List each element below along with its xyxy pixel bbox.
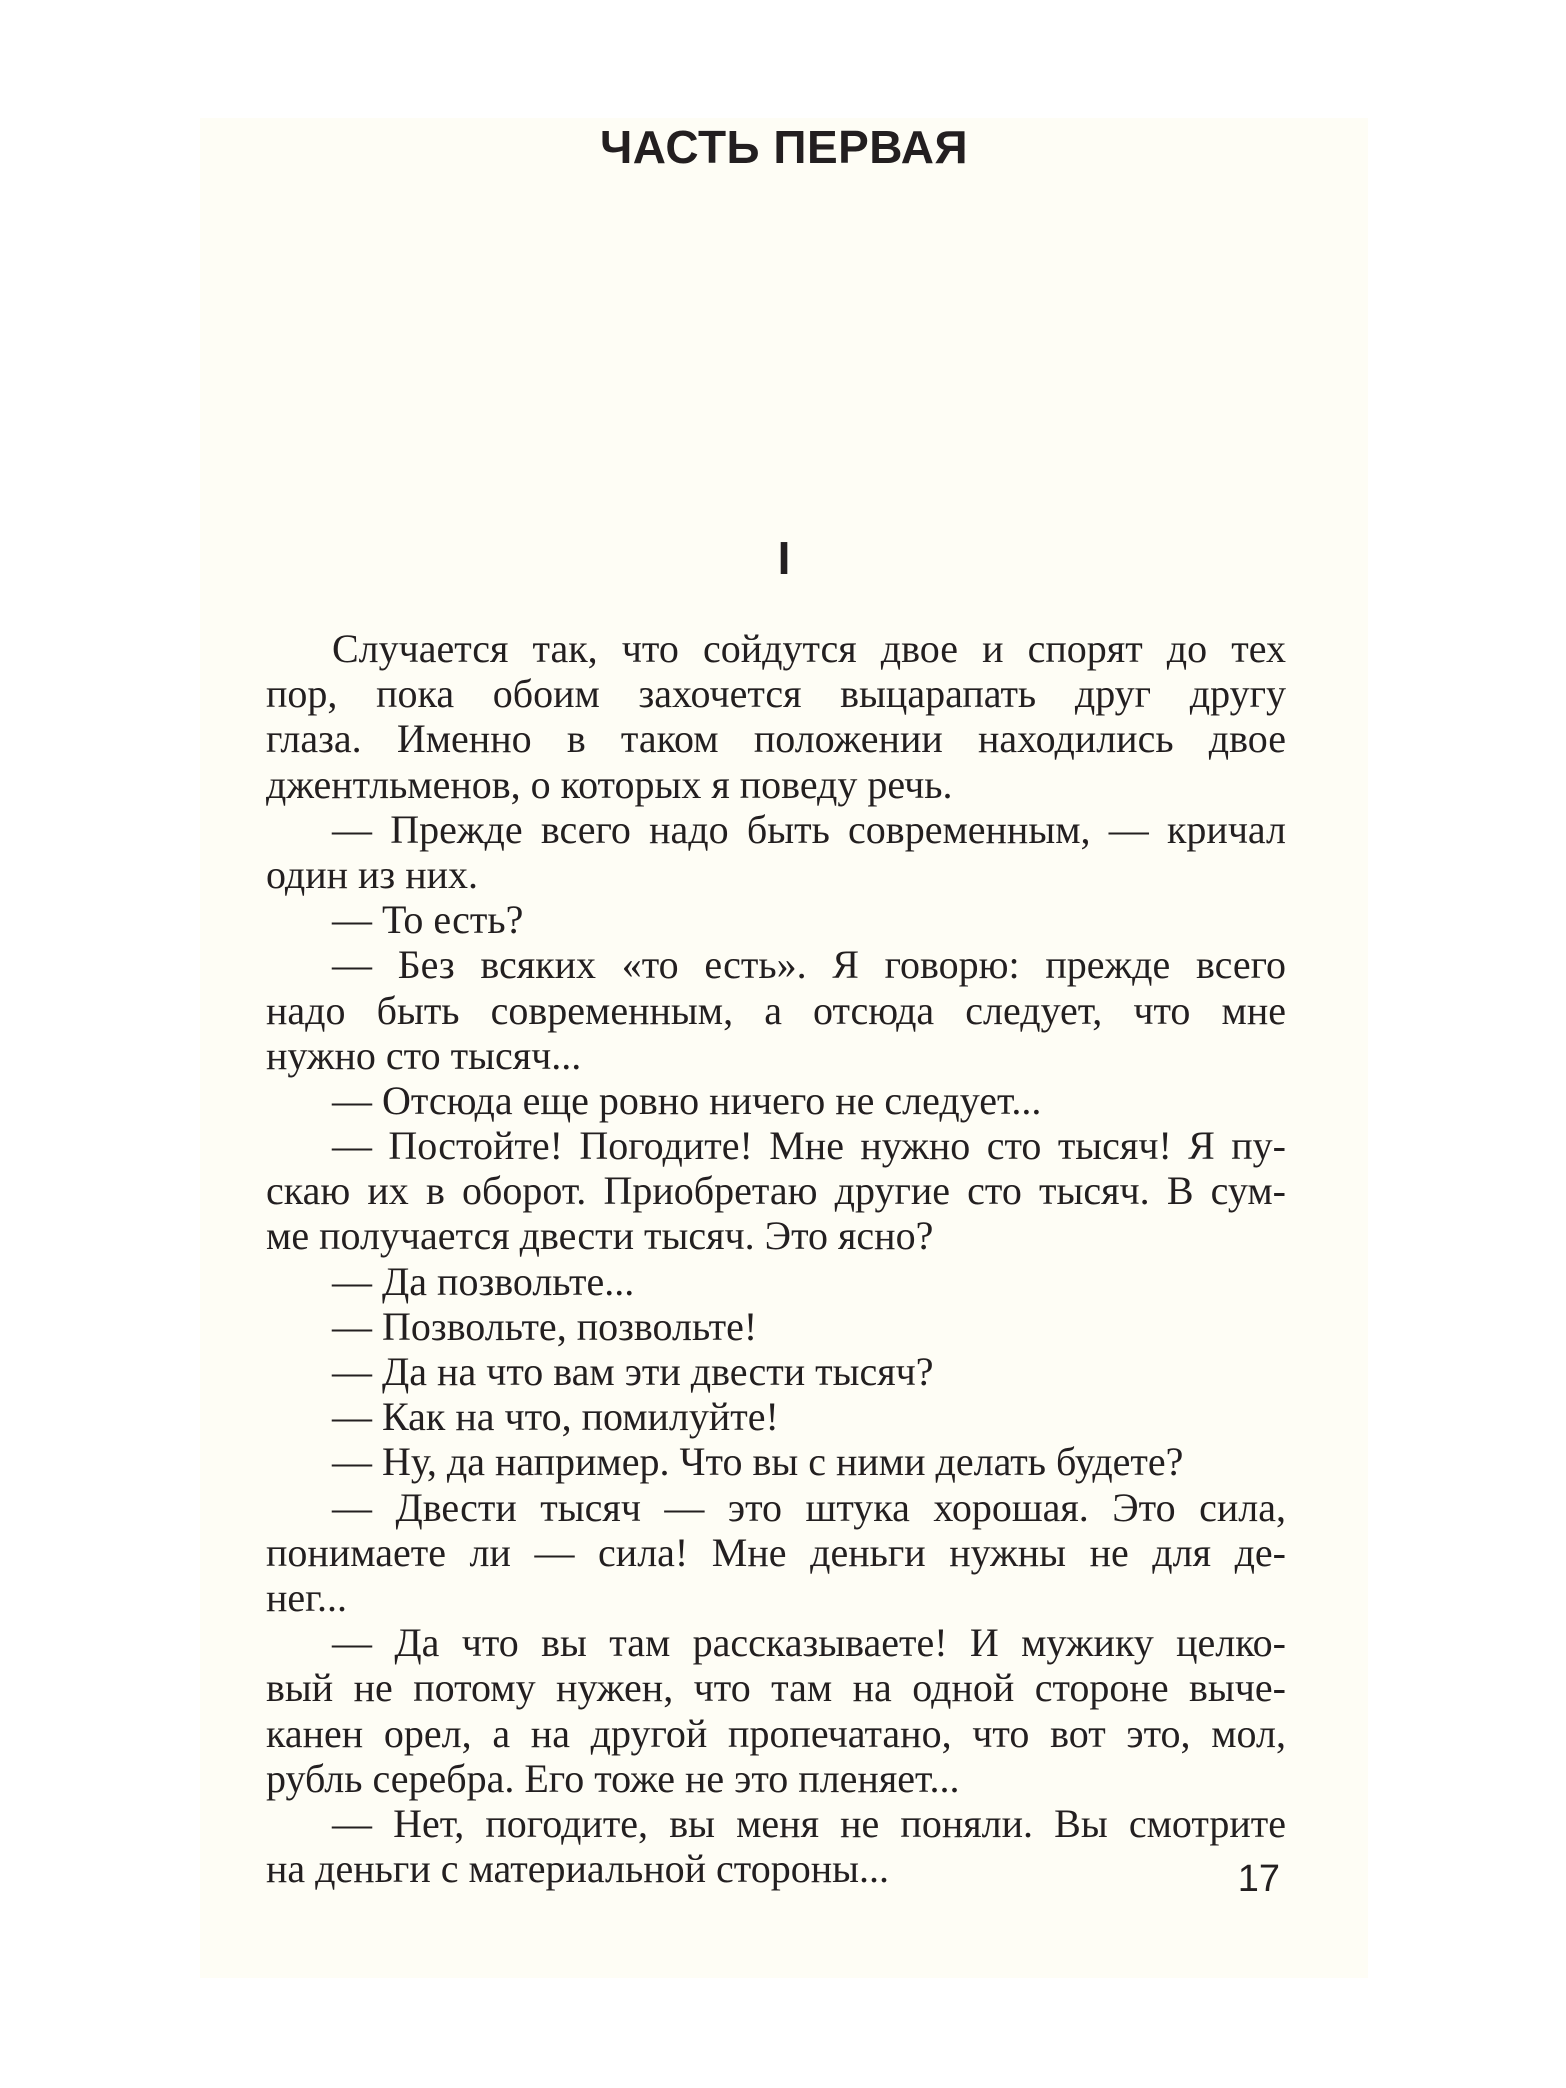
text-line: понимаете ли — сила! Мне деньги нужны не для де-	[266, 1529, 1286, 1575]
text-line: — То есть?	[332, 897, 524, 943]
chapter-text	[266, 626, 1286, 1891]
text-line: рубль серебра. Его тоже не это пленяет...	[266, 1755, 960, 1801]
text-line: надо быть современным, а отсюда следует, что мне	[266, 987, 1286, 1033]
text-line: один из них.	[266, 851, 479, 897]
text-line: — Прежде всего надо быть современным, — кричал	[332, 806, 1286, 852]
text-line: — Нет, погодите, вы меня не поняли. Вы смотрите	[332, 1800, 1286, 1846]
text-line: нужно сто тысяч...	[266, 1032, 582, 1078]
text-line: на деньги с материальной стороны...	[266, 1846, 889, 1892]
text-line: — Позвольте, позвольте!	[332, 1303, 758, 1349]
chapter-number: I	[777, 532, 791, 584]
text-line: скаю их в оборот. Приобретаю другие сто тысяч. В сум-	[266, 1168, 1286, 1214]
text-line: канен орел, а на другой пропечатано, что вот это, мол,	[266, 1710, 1286, 1756]
part-title: ЧАСТЬ ПЕРВАЯ	[599, 121, 969, 173]
text-line: — Ну, да например. Что вы с ними делать будете?	[332, 1439, 1184, 1485]
text-line: — Постойте! Погодите! Мне нужно сто тысяч! Я пу-	[332, 1123, 1286, 1169]
text-line: Случается так, что сойдутся двое и спорят до тех	[332, 626, 1286, 671]
text-line: — Двести тысяч — это штука хорошая. Это сила,	[332, 1484, 1286, 1530]
text-line: — Без всяких «то есть». Я говорю: прежде всего	[332, 942, 1286, 988]
text-line: нег...	[266, 1574, 348, 1620]
book-page	[200, 118, 1368, 1978]
text-line: ме получается двести тысяч. Это ясно?	[266, 1213, 934, 1259]
text-line: — Да на что вам эти двести тысяч?	[332, 1349, 934, 1394]
text-line: вый не потому нужен, что там на одной стороне выче-	[266, 1665, 1286, 1711]
text-line: джентльменов, о которых я поведу речь.	[266, 761, 953, 807]
text-line: — Как на что, помилуйте!	[332, 1394, 779, 1440]
page-number: 17	[1237, 1858, 1280, 1900]
text-line: — Да что вы там рассказываете! И мужику целко-	[332, 1620, 1286, 1666]
text-line: пор, пока обоим захочется выцарапать друг другу	[266, 671, 1286, 717]
text-line: — Отсюда еще ровно ничего не следует...	[332, 1077, 1042, 1123]
text-line: — Да позвольте...	[332, 1258, 635, 1304]
text-line: глаза. Именно в таком положении находились двое	[266, 716, 1286, 762]
